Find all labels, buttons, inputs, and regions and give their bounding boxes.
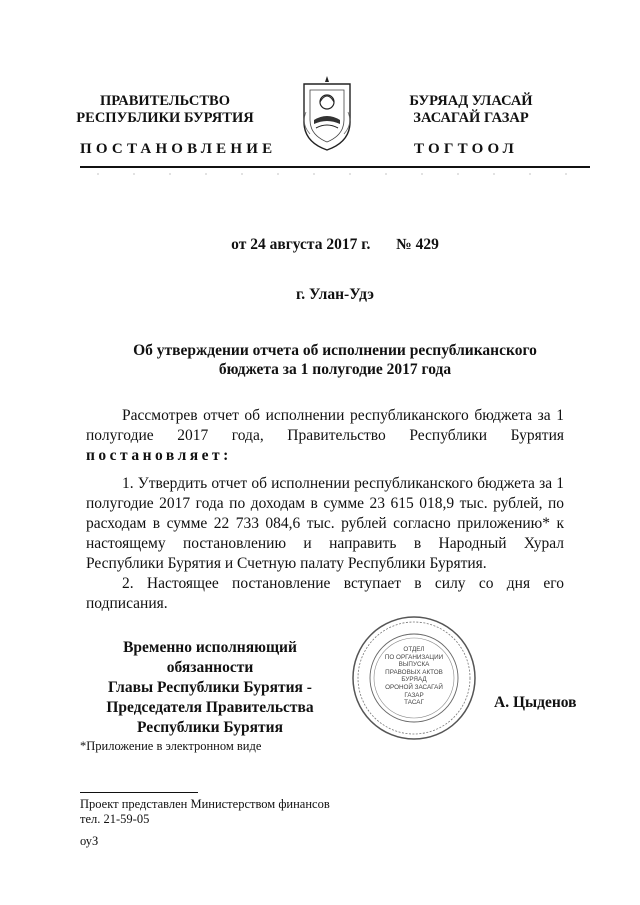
stamp-line4: ПРАВОВЫХ АКТОВ (385, 668, 443, 676)
stamp-line7: ГАЗАР (404, 691, 424, 699)
stamp-line1: ОТДЕЛ (403, 646, 425, 653)
stamp-line6: ОРОНОЙ ЗАСАГАЙ (385, 683, 443, 691)
signatory-line3: Председателя Правительства (106, 699, 314, 716)
government-line2: РЕСПУБЛИКИ БУРЯТИЯ (76, 110, 254, 126)
footnote: *Приложение в электронном виде (80, 739, 262, 753)
city: г. Улан-Удэ (295, 286, 374, 303)
stamp-line5: БУРЯАД (401, 676, 427, 684)
signatory-name: А. Цыденов (494, 694, 577, 711)
coat-of-arms-emblem (296, 72, 358, 152)
government-name-bua (386, 93, 556, 127)
title-line1: Об утверждении отчета об исполнении республиканского (133, 342, 537, 359)
footer-line2: тел. 21-59-05 (80, 812, 150, 826)
signatory-line4: Республики Бурятия (137, 719, 283, 736)
footer-info (80, 797, 330, 827)
signatory-title (80, 638, 340, 738)
decree-word: постановляет: (86, 447, 232, 464)
footer-code: оуЗ (80, 834, 99, 848)
stamp-line2: ПО ОРГАНИЗАЦИИ (384, 653, 444, 661)
date-number-line (70, 236, 600, 254)
government-bua-line2: ЗАСАГАЙ ГАЗАР (413, 110, 529, 126)
government-name-ru (70, 93, 260, 127)
document-title (70, 341, 600, 379)
stamp-line8: ТАСАГ (404, 699, 424, 707)
document-number: № 429 (396, 236, 439, 253)
doc-type-bua: ТОГТООЛ (414, 141, 518, 157)
government-line1: ПРАВИТЕЛЬСТВО (100, 93, 230, 109)
preamble-text: Рассмотрев отчет об исполнении республиканского бюджета за 1 полугодие 2017 года, Правительство Республики Бурятия (86, 407, 564, 444)
item-1-text: 1. Утвердить отчет об исполнении республиканского бюджета за 1 полугодие 2017 года по доходам в сумме 23 615 018,9 тыс. рублей, по расходам в сумме 22 733 084,6 тыс. рублей согласно приложению* к настоящему постановлению и направить в Народный Хурал Республики Бурятия и Счетную палату Республики Бурятия. (86, 475, 564, 572)
official-seal-stamp (350, 614, 478, 742)
document-date: от 24 августа 2017 г. (231, 236, 371, 253)
item-2-paragraph (86, 574, 564, 614)
doc-type-ru: ПОСТАНОВЛЕНИЕ (80, 141, 277, 157)
item-2-text: 2. Настоящее постановление вступает в силу со дня его подписания. (86, 575, 564, 612)
item-1-paragraph (86, 474, 564, 574)
stamp-line3: ВЫПУСКА (398, 661, 430, 669)
preamble-paragraph (86, 406, 564, 466)
government-bua-line1: БУРЯАД УЛАСАЙ (409, 93, 533, 109)
signatory-line1: Временно исполняющий обязанности (123, 639, 297, 676)
header-divider (80, 166, 590, 168)
footer-line1: Проект представлен Министерством финансов (80, 797, 330, 811)
footer-divider (80, 792, 198, 793)
header-dotted-line (80, 172, 590, 176)
title-line2: бюджета за 1 полугодие 2017 года (218, 361, 452, 378)
signatory-line2: Главы Республики Бурятия - (108, 679, 312, 696)
